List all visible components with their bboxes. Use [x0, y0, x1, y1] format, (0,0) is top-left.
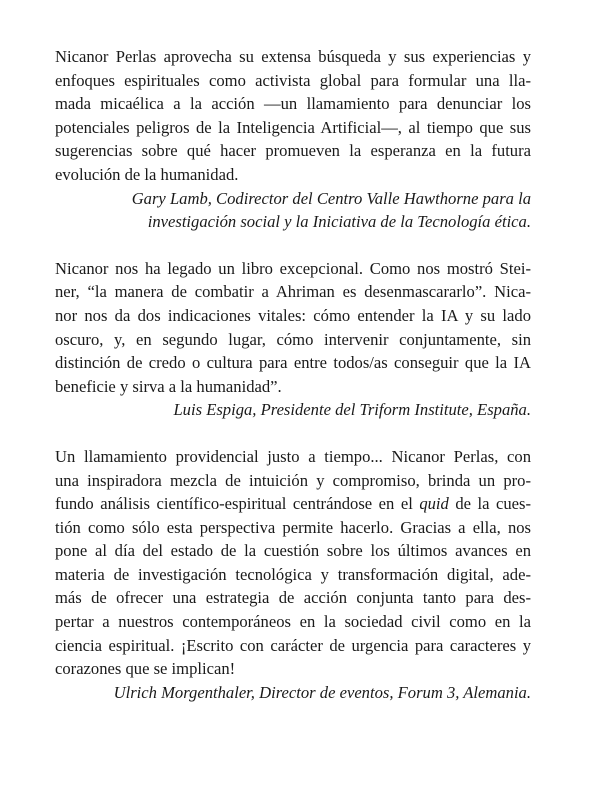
text-line: materia de investigación tecnológica y transformación digital, ade-: [55, 564, 531, 584]
attribution-line: investigación social y la Iniciativa de la Tecnología ética.: [147, 212, 531, 232]
text-line: una inspiradora mezcla de intuición y compromiso, brinda un pro-: [55, 470, 531, 490]
text-line: nor nos da dos indicaciones vitales: cómo entender la IA y su lado: [55, 305, 531, 325]
testimonial-3: [55, 445, 531, 705]
page-content: [55, 45, 531, 704]
text-line-with-emphasis: [55, 492, 531, 516]
testimonial-attribution: [55, 681, 531, 705]
testimonial-1: [55, 45, 531, 234]
text-line: beneficie y sirva a la humanidad”.: [55, 376, 282, 396]
text-line: distinción de credo o cultura para entre todos/as conseguir que la IA: [55, 353, 531, 373]
text-line: enfoques espirituales como activista global para formular una lla-: [55, 70, 531, 90]
text-line: ner, “la manera de combatir a Ahriman es desenmascararlo”. Nica-: [55, 282, 531, 302]
text-line: sugerencias sobre qué hacer promueven la esperanza en la futura: [55, 141, 531, 161]
testimonial-2: [55, 257, 531, 422]
text-fragment: de la cues-: [455, 494, 532, 514]
emphasized-word: quid: [419, 494, 449, 514]
testimonial-attribution: [55, 398, 531, 422]
text-line: Nicanor Perlas aprovecha su extensa búsqueda y sus experiencias y: [55, 47, 531, 66]
text-line: pertar a nuestros contemporáneos en la sociedad civil como en la: [55, 612, 531, 632]
text-line: Nicanor nos ha legado un libro excepcional. Como nos mostró Stei-: [55, 258, 531, 278]
testimonial-text: [55, 445, 531, 681]
text-line: tión como sólo esta perspectiva permite hacerlo. Gracias a ella, nos: [55, 517, 531, 537]
testimonial-text: [55, 257, 531, 399]
text-line: pone al día del estado de la cuestión sobre los últimos avances en: [55, 541, 531, 561]
text-fragment: fundo análisis científico-espiritual centrándose en el: [55, 494, 413, 514]
text-line: Un llamamiento providencial justo a tiempo... Nicanor Perlas, con: [55, 446, 531, 466]
text-line: oscuro, y, en segundo lugar, cómo intervenir conjuntamente, sin: [55, 329, 531, 349]
text-line: ciencia espiritual. ¡Escrito con carácter de urgencia para caracteres y: [55, 635, 531, 655]
text-line: evolución de la humanidad.: [55, 164, 239, 184]
spacer: [55, 422, 531, 445]
attribution-line: Gary Lamb, Codirector del Centro Valle Hawthorne para la: [131, 188, 531, 208]
text-line: mada micaélica a la acción —un llamamiento para denunciar los: [55, 94, 531, 114]
text-line: potenciales peligros de la Inteligencia Artificial—, al tiempo que sus: [55, 117, 531, 137]
attribution-line: Luis Espiga, Presidente del Triform Institute, España.: [173, 400, 531, 420]
testimonial-text: [55, 45, 531, 187]
attribution-line: Ulrich Morgenthaler, Director de eventos, Forum 3, Alemania.: [113, 682, 531, 702]
text-line: corazones que se implican!: [55, 659, 236, 679]
spacer: [55, 234, 531, 257]
text-line: más de ofrecer una estrategia de acción conjunta tanto para des-: [55, 588, 531, 608]
testimonial-attribution: [55, 187, 531, 234]
